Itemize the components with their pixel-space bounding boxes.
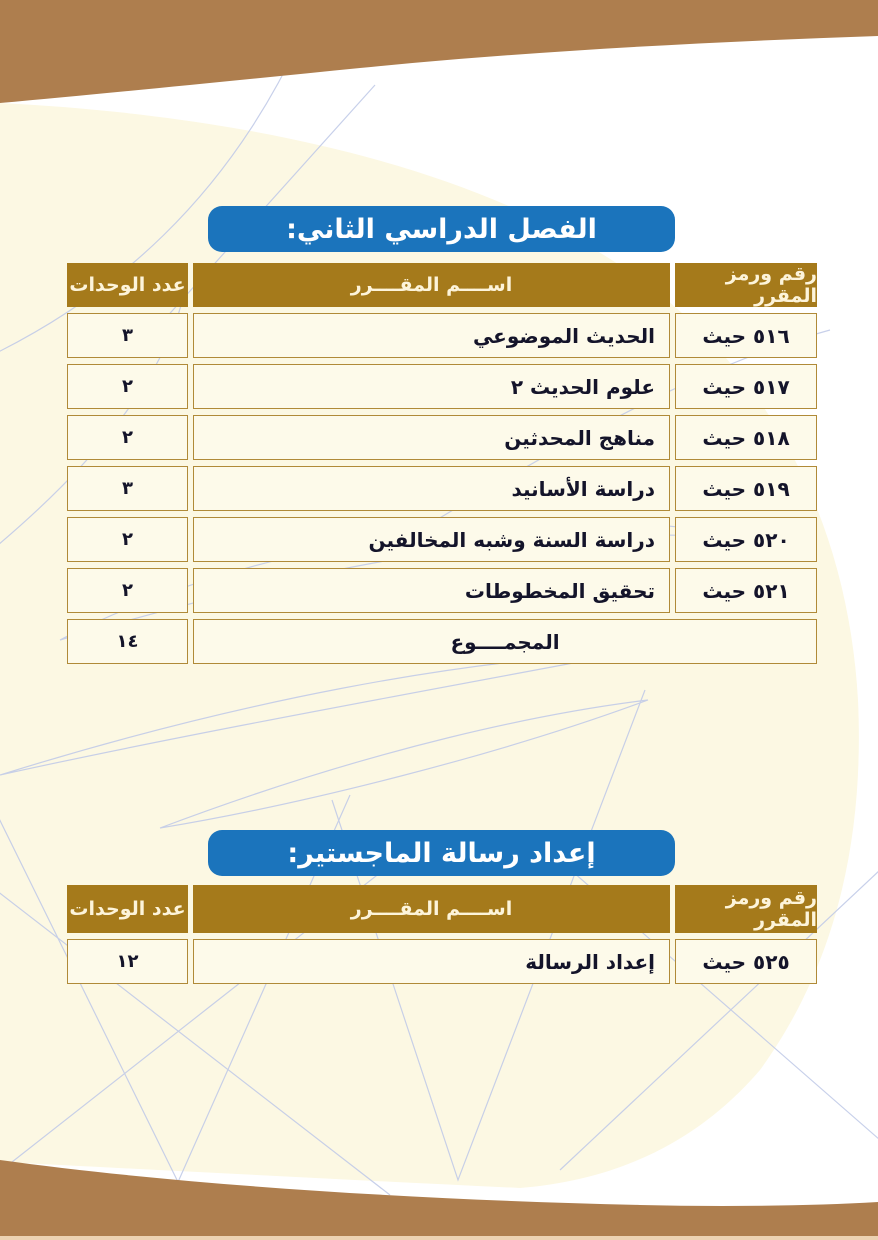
section2-title: إعداد رسالة الماجستير: (287, 837, 596, 869)
row5-code-cell: ٥٢٠ حيث (675, 517, 817, 562)
row3-units-cell: ٢ (67, 415, 188, 460)
header-cell-code: رقم ورمز المقرر (675, 263, 817, 307)
row5-name-cell: دراسة السنة وشبه المخالفين (193, 517, 670, 562)
semester2-table (67, 263, 817, 664)
row1-name-cell: الحديث الموضوعي (193, 313, 670, 358)
header-cell-name: اســــم المقــــرر (193, 263, 670, 307)
total-value-cell: ١٤ (67, 619, 188, 664)
header-cell-units: عدد الوحدات (67, 263, 188, 307)
row6-name-cell: تحقيق المخطوطات (193, 568, 670, 613)
thesis-table (67, 885, 817, 984)
header2-cell-name: اســــم المقــــرر (193, 885, 670, 933)
row4-units-cell: ٣ (67, 466, 188, 511)
bottom-pale-strip (0, 1236, 878, 1240)
row2-code-cell: ٥١٧ حيث (675, 364, 817, 409)
header2-cell-code: رقم ورمز المقرر (675, 885, 817, 933)
row1-code-cell: ٥١٦ حيث (675, 313, 817, 358)
total-label-cell: المجمــــوع (193, 619, 817, 664)
thesis-units-cell: ١٢ (67, 939, 188, 984)
thesis-code-cell: ٥٢٥ حيث (675, 939, 817, 984)
thesis-name-cell: إعداد الرسالة (193, 939, 670, 984)
row4-name-cell: دراسة الأسانيد (193, 466, 670, 511)
row3-code-cell: ٥١٨ حيث (675, 415, 817, 460)
row2-units-cell: ٢ (67, 364, 188, 409)
row1-units-cell: ٣ (67, 313, 188, 358)
section1-title: الفصل الدراسي الثاني: (286, 213, 597, 245)
header2-cell-units: عدد الوحدات (67, 885, 188, 933)
section1-title-bar (208, 206, 675, 252)
row6-units-cell: ٢ (67, 568, 188, 613)
row4-code-cell: ٥١٩ حيث (675, 466, 817, 511)
row6-code-cell: ٥٢١ حيث (675, 568, 817, 613)
row3-name-cell: مناهج المحدثين (193, 415, 670, 460)
row2-name-cell: علوم الحديث ٢ (193, 364, 670, 409)
section2-title-bar (208, 830, 675, 876)
row5-units-cell: ٢ (67, 517, 188, 562)
